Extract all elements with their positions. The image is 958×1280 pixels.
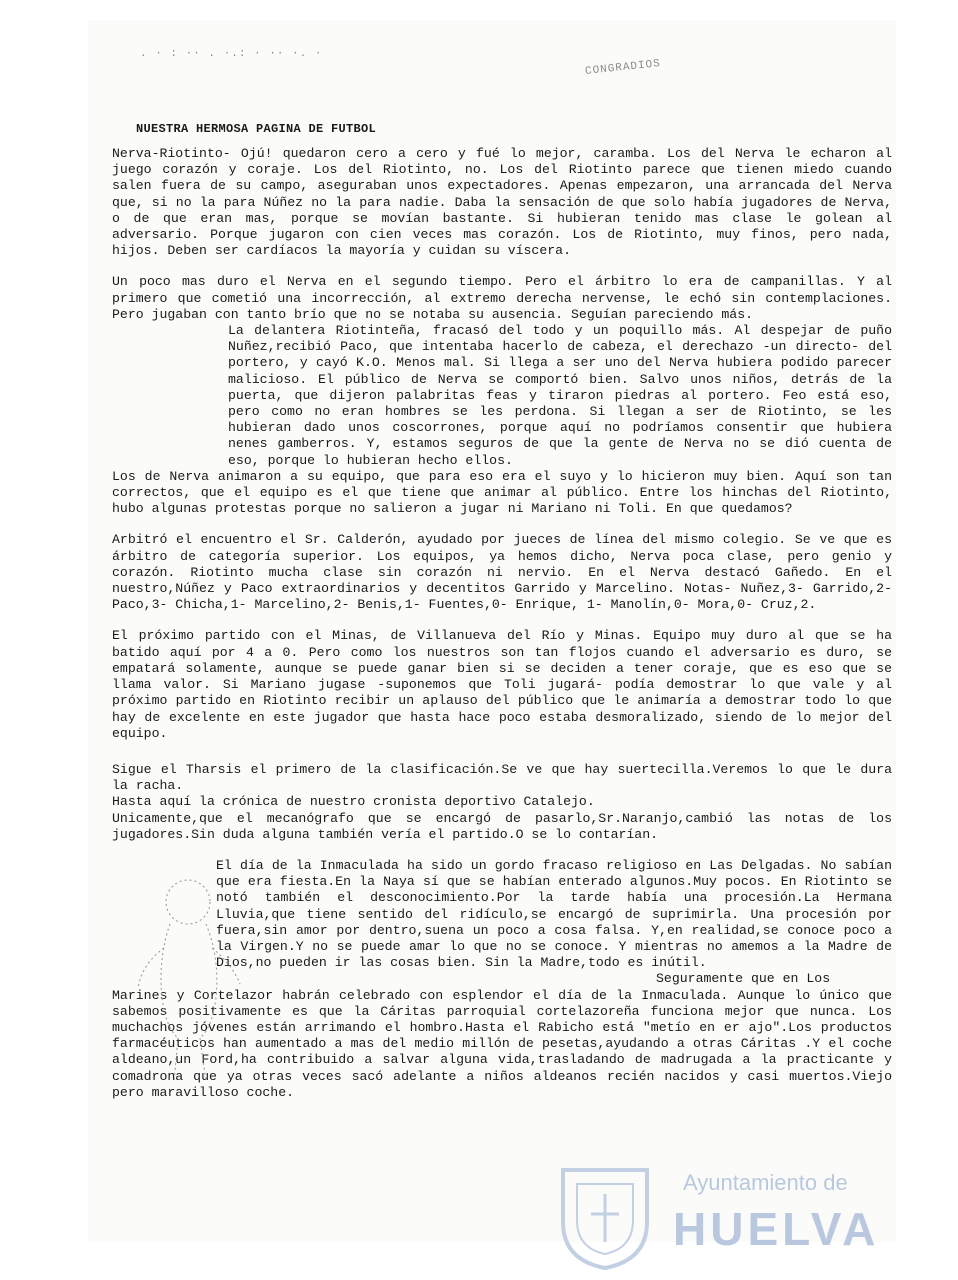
paragraph-7: Sigue el Tharsis el primero de la clasificación.Se ve que hay suertecilla.Veremos lo que le dura la racha. [112,761,892,794]
paragraph-2: Un poco mas duro el Nerva en el segundo tiempo. Pero el árbitro lo era de campanillas. Y al primero que cometió una incorrección, al extremo derecha nervense, le echó sin contemplaciones. Pero jugaban con tanto brío que no se notaba su ausencia. Seguían pareciendo más. [112,274,892,322]
paragraph-10: El día de la Inmaculada ha sido un gordo fracaso religioso en Las Delgadas. No sabían que era fiesta.En la Naya sí que se habían enterado algunos.Muy pocos. En Riotinto se notó también el desconocimiento.Por la tarde había una procesión.La Hermana Lluvia,que tiene sentido del ridículo,se encargó de suprimirla. Una procesión por fuera,sin amor por dentro,suena un poco a cosa falsa. Y,en realidad,se conoce poco a la Virgen.Y no se puede amar lo que no se conoce. Y mientras no amemos a la Madre de Dios,no pueden ir las cosas bien. Sin la Madre,todo es inútil. [216,857,892,971]
paragraph-4: Los de Nerva animaron a su equipo, que para eso era el suyo y lo hicieron muy bien. Aquí son tan correctos, que el equipo es el que tiene que animar al público. Entre los hinchas del Riotinto, hubo algunas protestas porque no salieron a jugar ni Mariano ni Toli. En que quedamos? [112,468,892,517]
paragraph-6: El próximo partido con el Minas, de Villanueva del Río y Minas. Equipo muy duro al que se ha batido aquí por 4 a 0. Pero como los nuestros son tan flojos cuando el adversario es duro, se empatará solamente, aunque se puede ganar bien si se deciden a tener coraje, que es eso que se llama valor. Si Mariano jugase -suponemos que Toli jugará- podía demostrar lo que vale y al próximo partido en Riotinto recibir un aplauso del público que le animaría a demostrar todo lo que hay de excelente en este jugador que hasta hace poco estaba desmoralizado, siendo de lo mejor del equipo. [112,628,892,741]
watermark-logo [555,1152,885,1270]
crest-icon [555,1162,655,1270]
paragraph-9: Unicamente,que el mecanógrafo que se encargó de pasarlo,Sr.Naranjo,cambió las notas de los jugadores.Sin duda alguna también vería el partido.O se lo contarían. [112,810,892,842]
paragraph-8: Hasta aquí la crónica de nuestro cronista deportivo Catalejo. [112,794,595,810]
paragraph-3: La delantera Riotinteña, fracasó del todo y un poquillo más. Al despejar de puño Nuñez,recibió Paco, que intentaba hacerlo de cabeza, el derechazo -un directo- del portero, y cayó K.O. Menos mal. Si llega a ser uno del Nerva hubiera podido parecer malicioso. El público de Nerva se comportó bien. Salvo unos niños, detrás de la puerta, que dijeron palabritas feas y tiraron piedras al portero. Feo está eso, pero como no eran hombres se les perdona. Si llegan a ser de Riotinto, se les hubieran dado unos coscorrones, porque aquí no podríamos consentir que hubiera nenes gamberros. Y, estamos seguros de que la gente de Nerva no se dió cuenta de eso, porque lo hubieran hecho ellos. [228,323,892,468]
top-smudge: . · : ·· . ·.: · ·· ·. · [140,48,323,60]
paragraph-12: Marines y Cortelazor habrán celebrado con esplendor el día de la Inmaculada. Aunque lo único que sabemos positivamente es que la Cáritas parroquial cortelazoreña funciona mejor que nunca. Los muchachos jóvenes están arrimando el hombro.Hasta el Rabicho está "metío en er ajo".Los productos farmacéuticos han aumentado a mas del medio millón de pesetas,ayudando a otras Cáritas .Y el coche aldeano,un Ford,ha contribuido a salvar alguna vida,trasladando de madrugada a la practicante y comadrona que ya otras veces sacó adelante a niños aldeanos recién nacidos y casi muertos.Viejo pero maravilloso coche. [112,987,892,1100]
paragraph-11: Seguramente que en Los [656,971,831,987]
paragraph-5: Arbitró el encuentro el Sr. Calderón, ayudado por jueces de línea del mismo colegio. Se ve que es árbitro de categoría superior. Los equipos, ya hemos dicho, Nerva poca clase, pero genio y corazón. Riotinto mucha clase sin corazón ni nervio. En el Nerva destacó Gañedo. En el nuestro,Núñez y Paco extraordinarios y decentitos Garrido y Marcelino. Notas- Nuñez,3- Garrido,2- Paco,3- Chicha,1- Marcelino,2- Benis,1- Fuentes,0- Enrique, 1- Manolín,0- Mora,0- Cruz,2. [112,532,892,613]
archive-stamp: CONGRADIOS [584,58,662,78]
figure-sketch [128,868,258,1098]
watermark-line-1: Ayuntamiento de [683,1170,848,1195]
paragraph-1: Nerva-Riotinto- Ojú! quedaron cero a cero y fué lo mejor, caramba. Los del Nerva le echaron al juego corazón y coraje. Los del Riotinto, no. Los del Riotinto parece que tienen miedo cuando salen fuera de su campo, aseguraban unos expectadores. Apenas empezaron, una arrancada del Nerva que, si no la para Núñez no la para nadie. Daba la sensación de que solo había jugadores de Nerva, o de que eran mas, porque se movían bastante. Si hubieran tenido mas clase le golean al adversario. Porque jugaron con cien veces mas corazón. Los de Riotinto, muy finos, pero nada, hijos. Deben ser cardíacos la mayoría y cuidan su víscera. [112,146,892,259]
page-title: NUESTRA HERMOSA PAGINA DE FUTBOL [136,122,377,136]
watermark-line-2: HUELVA [673,1203,880,1255]
